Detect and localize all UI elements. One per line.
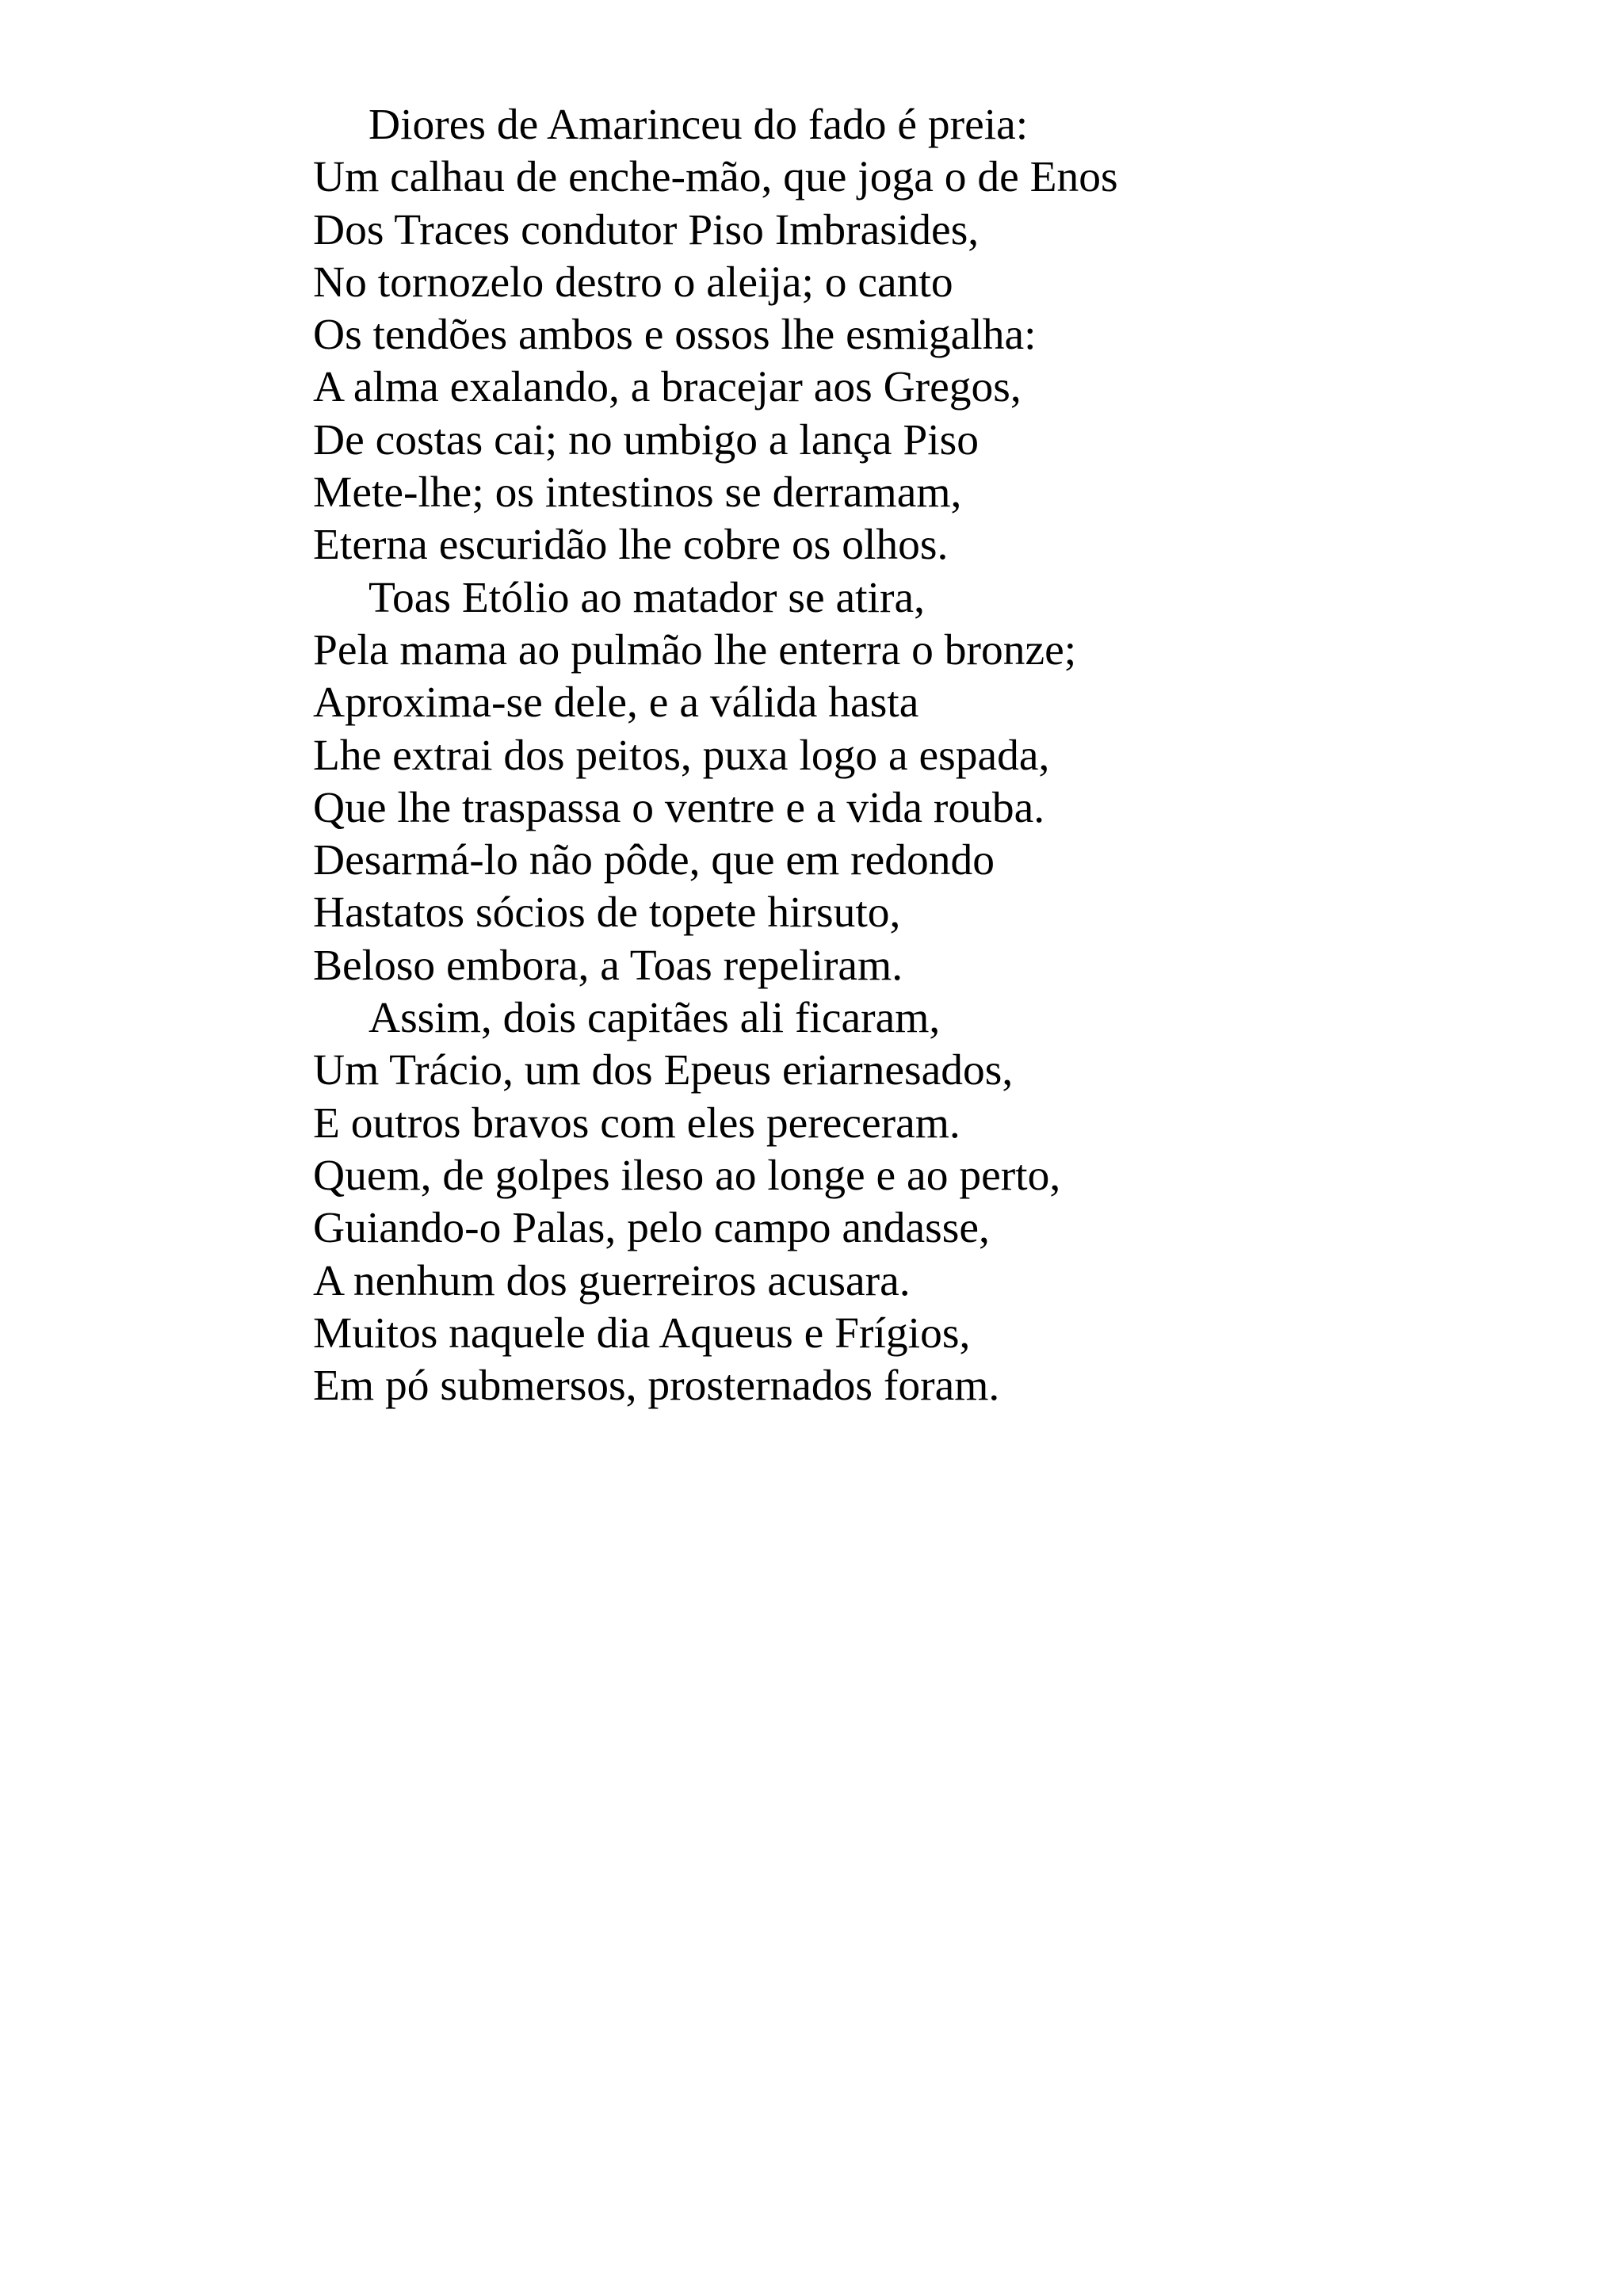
poem-line: Os tendões ambos e ossos lhe esmigalha:	[313, 311, 1037, 360]
poem-line: Desarmá-lo não pôde, que em redondo	[313, 836, 995, 885]
poem-line: Que lhe traspassa o ventre e a vida rouba.	[313, 783, 1045, 832]
poem-line: Em pó submersos, prosternados foram.	[313, 1362, 1000, 1411]
poem-line: Hastatos sócios de topete hirsuto,	[313, 888, 901, 938]
poem-line: A alma exalando, a bracejar aos Gregos,	[313, 363, 1022, 412]
poem-line: Eterna escuridão lhe cobre os olhos.	[313, 521, 949, 570]
poem-line: Pela mama ao pulmão lhe enterra o bronze;	[313, 625, 1077, 674]
poem-line: No tornozelo destro o aleija; o canto	[313, 258, 953, 307]
poem-line: E outros bravos com eles pereceram.	[313, 1098, 960, 1148]
poem-line: Quem, de golpes ileso ao longe e ao perto,	[313, 1151, 1061, 1200]
poem-line: De costas cai; no umbigo a lança Piso	[313, 415, 980, 464]
poem-line: Toas Etólio ao matador se atira,	[369, 573, 925, 622]
poem-line: Um calhau de enche-mão, que joga o de Enos	[313, 153, 1118, 202]
poem-line: Diores de Amarinceu do fado é preia:	[369, 101, 1029, 149]
poem-line: A nenhum dos guerreiros acusara.	[313, 1256, 911, 1305]
poem-line: Beloso embora, a Toas repeliram.	[313, 941, 903, 990]
poem-line: Mete-lhe; os intestinos se derramam,	[313, 468, 962, 518]
poem-line: Assim, dois capitães ali ficaram,	[369, 994, 941, 1043]
poem-text	[313, 99, 1549, 1412]
poem-line: Dos Traces condutor Piso Imbrasides,	[313, 205, 980, 254]
poem-line: Guiando-o Palas, pelo campo andasse,	[313, 1204, 990, 1253]
poem-line: Um Trácio, um dos Epeus eriarnesados,	[313, 1046, 1014, 1095]
poem-line: Lhe extrai dos peitos, puxa logo a espada,	[313, 731, 1050, 780]
poem-line: Muitos naquele dia Aqueus e Frígios,	[313, 1308, 971, 1358]
poem-line: Aproxima-se dele, e a válida hasta	[313, 678, 919, 728]
